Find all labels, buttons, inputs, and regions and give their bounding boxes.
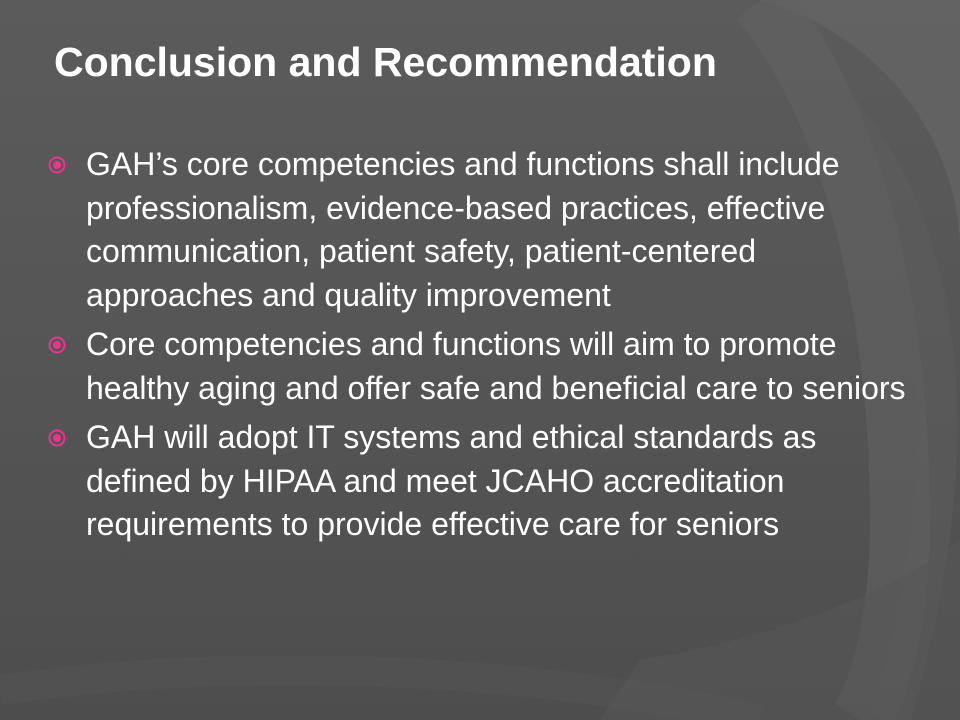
slide-title: Conclusion and Recommendation [54,39,717,85]
bullet-text: GAH will adopt IT systems and ethical standards as defined by HIPAA and meet JCAHO accreditation requirements to provide effective care for seniors [86,419,817,542]
target-circle-icon [48,156,66,174]
bullet-text: Core competencies and functions will aim to promote healthy aging and offer safe and beneficial care to seniors [86,326,906,406]
bullet-item [86,143,906,317]
bullet-item [86,416,906,547]
target-circle-icon [48,429,66,447]
bullet-list [86,143,906,553]
bullet-text: GAH’s core competencies and functions shall include professionalism, evidence-based practices, effective communication, patient safety, patient-centered approaches and quality improvement [86,146,840,313]
bullet-item [86,323,906,410]
target-circle-icon [48,336,66,354]
